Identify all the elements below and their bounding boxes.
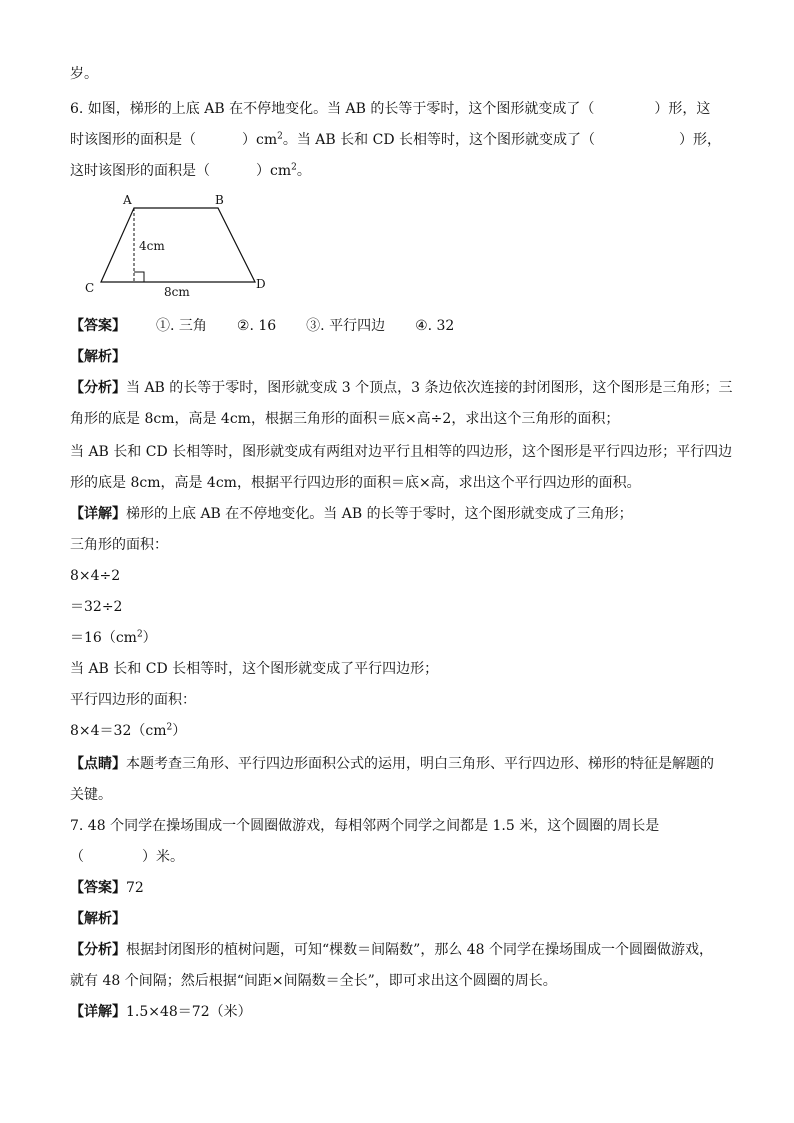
q6-detail-line3: 8×4÷2 xyxy=(70,568,121,584)
q6-detail-line5: $=16(cm^2)$ xyxy=(70,629,157,646)
q6-detail-line2: 三角形的面积： xyxy=(70,537,168,553)
q6-comment-line2: 关键。 xyxy=(70,787,112,803)
q6-analysis-line1: 【分析】当 AB 的长等于零时，图形就变成 3 个顶点，3 条边依次连接的封闭图形，这个图形是三角形；三 xyxy=(70,380,733,396)
q6-detail-line7: 平行四边形的面积： xyxy=(70,692,196,708)
right-angle-mark xyxy=(134,272,144,282)
label-d: D xyxy=(256,277,266,291)
q6-comment-line1: 【点睛】本题考查三角形、平行四边形面积公式的运用，明白三角形、平行四边形、梯形的特征是解题的 xyxy=(70,756,714,772)
q6-jiexi-heading: 【解析】 xyxy=(70,349,126,365)
q6-answer: 【答案】 ①. 三角 ②. 16 ③. 平行四边 ④. 32 xyxy=(70,318,455,334)
q7-jiexi-heading: 【解析】 xyxy=(70,911,126,927)
q7-question-line1: 7. 48 个同学在操场围成一个圆圈做游戏，每相邻两个同学之间都是 1.5 米，这个圆圈的周长是 xyxy=(70,818,660,834)
q7-analysis-line2: 就有 48 个间隔；然后根据“间距×间隔数＝全长”，即可求出这个圆圈的周长。 xyxy=(70,973,557,989)
q7-detail: 【详解】1.5×48＝72（米） xyxy=(70,1004,252,1020)
q5-tail: 岁。 xyxy=(70,66,98,82)
label-c: C xyxy=(85,281,95,295)
label-base: 8cm xyxy=(164,285,190,299)
q7-question-line2: （ ）米。 xyxy=(70,849,184,865)
trapezoid-shape xyxy=(101,208,255,282)
q7-answer: 【答案】72 xyxy=(70,880,144,896)
q6-detail-line8: $8\times 4=32(cm^2)$ xyxy=(70,722,187,739)
q6-question-line1: 6. 如图，梯形的上底 AB 在不停地变化。当 AB 的长等于零时，这个图形就变成了（ ）形，这 xyxy=(70,101,711,117)
label-height: 4cm xyxy=(139,239,165,253)
label-a: A xyxy=(123,193,132,207)
q6-detail-line4: ＝32÷2 xyxy=(70,599,123,615)
label-b: B xyxy=(215,193,224,207)
q6-analysis-line2: 角形的底是 8cm，高是 4cm，根据三角形的面积＝底×高÷2，求出这个三角形的面积； xyxy=(70,411,620,427)
q6-analysis-line4: 形的底是 8cm，高是 4cm，根据平行四边形的面积＝底×高，求出这个平行四边形的面积。 xyxy=(70,475,641,491)
q6-analysis-line3: 当 AB 长和 CD 长相等时，图形就变成有两组对边平行且相等的四边形，这个图形是平行四边形；平行四边 xyxy=(70,444,733,460)
q6-detail-line1: 【详解】梯形的上底 AB 在不停地变化。当 AB 的长等于零时，这个图形就变成了三角形； xyxy=(70,506,633,522)
trapezoid-figure xyxy=(80,188,280,300)
q6-question-line2: 时该图形的面积是（ ）$cm^2$。当 AB 长和 CD 长相等时，这个图形就变成了（ ）形， xyxy=(70,131,721,148)
q6-detail-line6: 当 AB 长和 CD 长相等时，这个图形就变成了平行四边形； xyxy=(70,661,439,677)
q7-analysis-line1: 【分析】根据封闭图形的植树问题，可知“棵数＝间隔数”，那么 48 个同学在操场围成一个圆圈做游戏， xyxy=(70,942,714,958)
q6-question-line3: 这时该图形的面积是（ ）$cm^2$。 xyxy=(70,162,311,179)
